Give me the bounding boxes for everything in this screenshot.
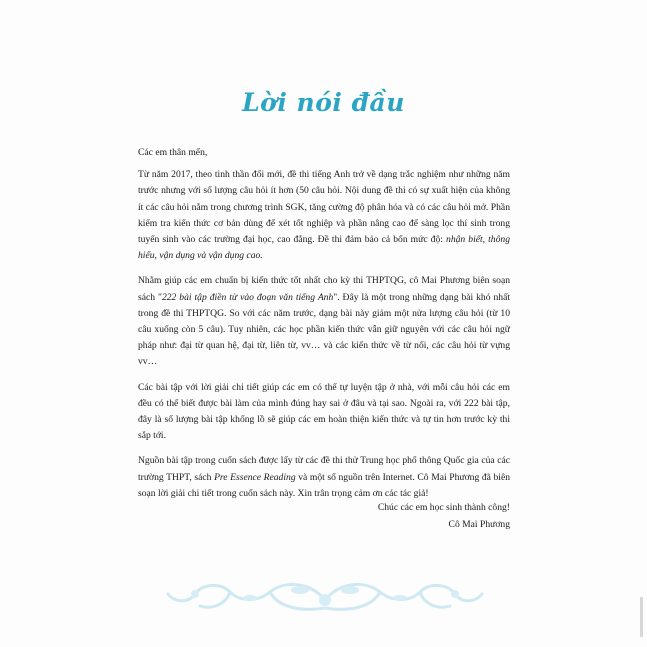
paragraph-2 bbox=[138, 273, 510, 370]
page-title: Lời nói đầu bbox=[242, 88, 405, 117]
book-title: 222 bài tập điền từ vào đoạn văn tiếng Anh bbox=[161, 291, 334, 303]
preface-body bbox=[138, 145, 510, 511]
paragraph-4-text-b: và một số nguồn trên Internet. Cô Mai Phương đã biên soạn lời giải chi tiết trong cuốn sách này. Xin trân trọng cảm ơn các tác giả! bbox=[138, 471, 511, 499]
difficulty-levels: nhận biết, thông hiểu, vận dụng và vận dụng cao. bbox=[138, 234, 510, 262]
greeting: Các em thân mến, bbox=[138, 147, 208, 158]
paragraph-4 bbox=[138, 453, 510, 502]
paragraph-2-text-b: ". Đây là một trong những dạng bài khó nhất trong đề thi THPTQG. So với các năm trước, dạng bài này giảm một nửa lượng câu hỏi (từ 10 câu xuống còn 5 câu). Tuy nhiên, các học phần kiến thức vẫn giữ nguyên với các câu hỏi ngữ pháp như: đại từ quan hệ, đại từ, liên từ, vv… và các kiến thức về từ nối, các câu hỏi từ vựng vv… bbox=[138, 291, 510, 368]
page-edge-divider bbox=[640, 597, 643, 637]
author-name: Cô Mai Phương bbox=[448, 518, 510, 530]
paragraph-3: Các bài tập với lời giải chi tiết giúp các em có thể tự luyện tập ở nhà, với mỗi câu hỏi các em đều có thể biết được bài làm của mình đúng hay sai ở đâu và tại sao. Ngoài ra, với 222 bài tập, đây là số lượng bài tập khổng lồ sẽ giúp các em hoàn thiện kiến thức và tự tin hơn trước kỳ thi sắp tới. bbox=[138, 381, 510, 442]
paragraph-4-text-a: Nguồn bài tập trong cuốn sách được lấy từ các đề thi thử Trung học phổ thông Quốc gia của các trường THPT, sách bbox=[138, 455, 510, 483]
paragraph-2-text-a: Nhằm giúp các em chuẩn bị kiến thức tốt nhất cho kỳ thi THPTQG, cô Mai Phương biên soạn sách " bbox=[138, 275, 510, 303]
paragraph-1 bbox=[138, 167, 510, 264]
signature-block bbox=[378, 500, 510, 533]
paragraph-1-text: Từ năm 2017, theo tinh thần đổi mới, đề thi tiếng Anh trở về dạng trắc nghiệm như những năm trước nhưng với số lượng câu hỏi ít hơn (50 câu hỏi. Nội dung đề thi có sự xuất hiện của không ít các câu hỏi nằm trong chương trình SGK, tăng cường độ phân hóa và có các câu hỏi mở. Phần kiểm tra kiến thức cơ bản dùng để xét tốt nghiệp và phần nâng cao để sàng lọc thí sinh trong tuyển sinh vào các trường đại học, cao đẳng. Đề thi đảm bảo cả bốn mức độ: bbox=[138, 169, 510, 246]
reference-book-title: Pre Essence Reading bbox=[214, 471, 296, 483]
closing-line: Chúc các em học sinh thành công! bbox=[377, 502, 510, 513]
flourish-ornament-icon bbox=[160, 572, 490, 622]
